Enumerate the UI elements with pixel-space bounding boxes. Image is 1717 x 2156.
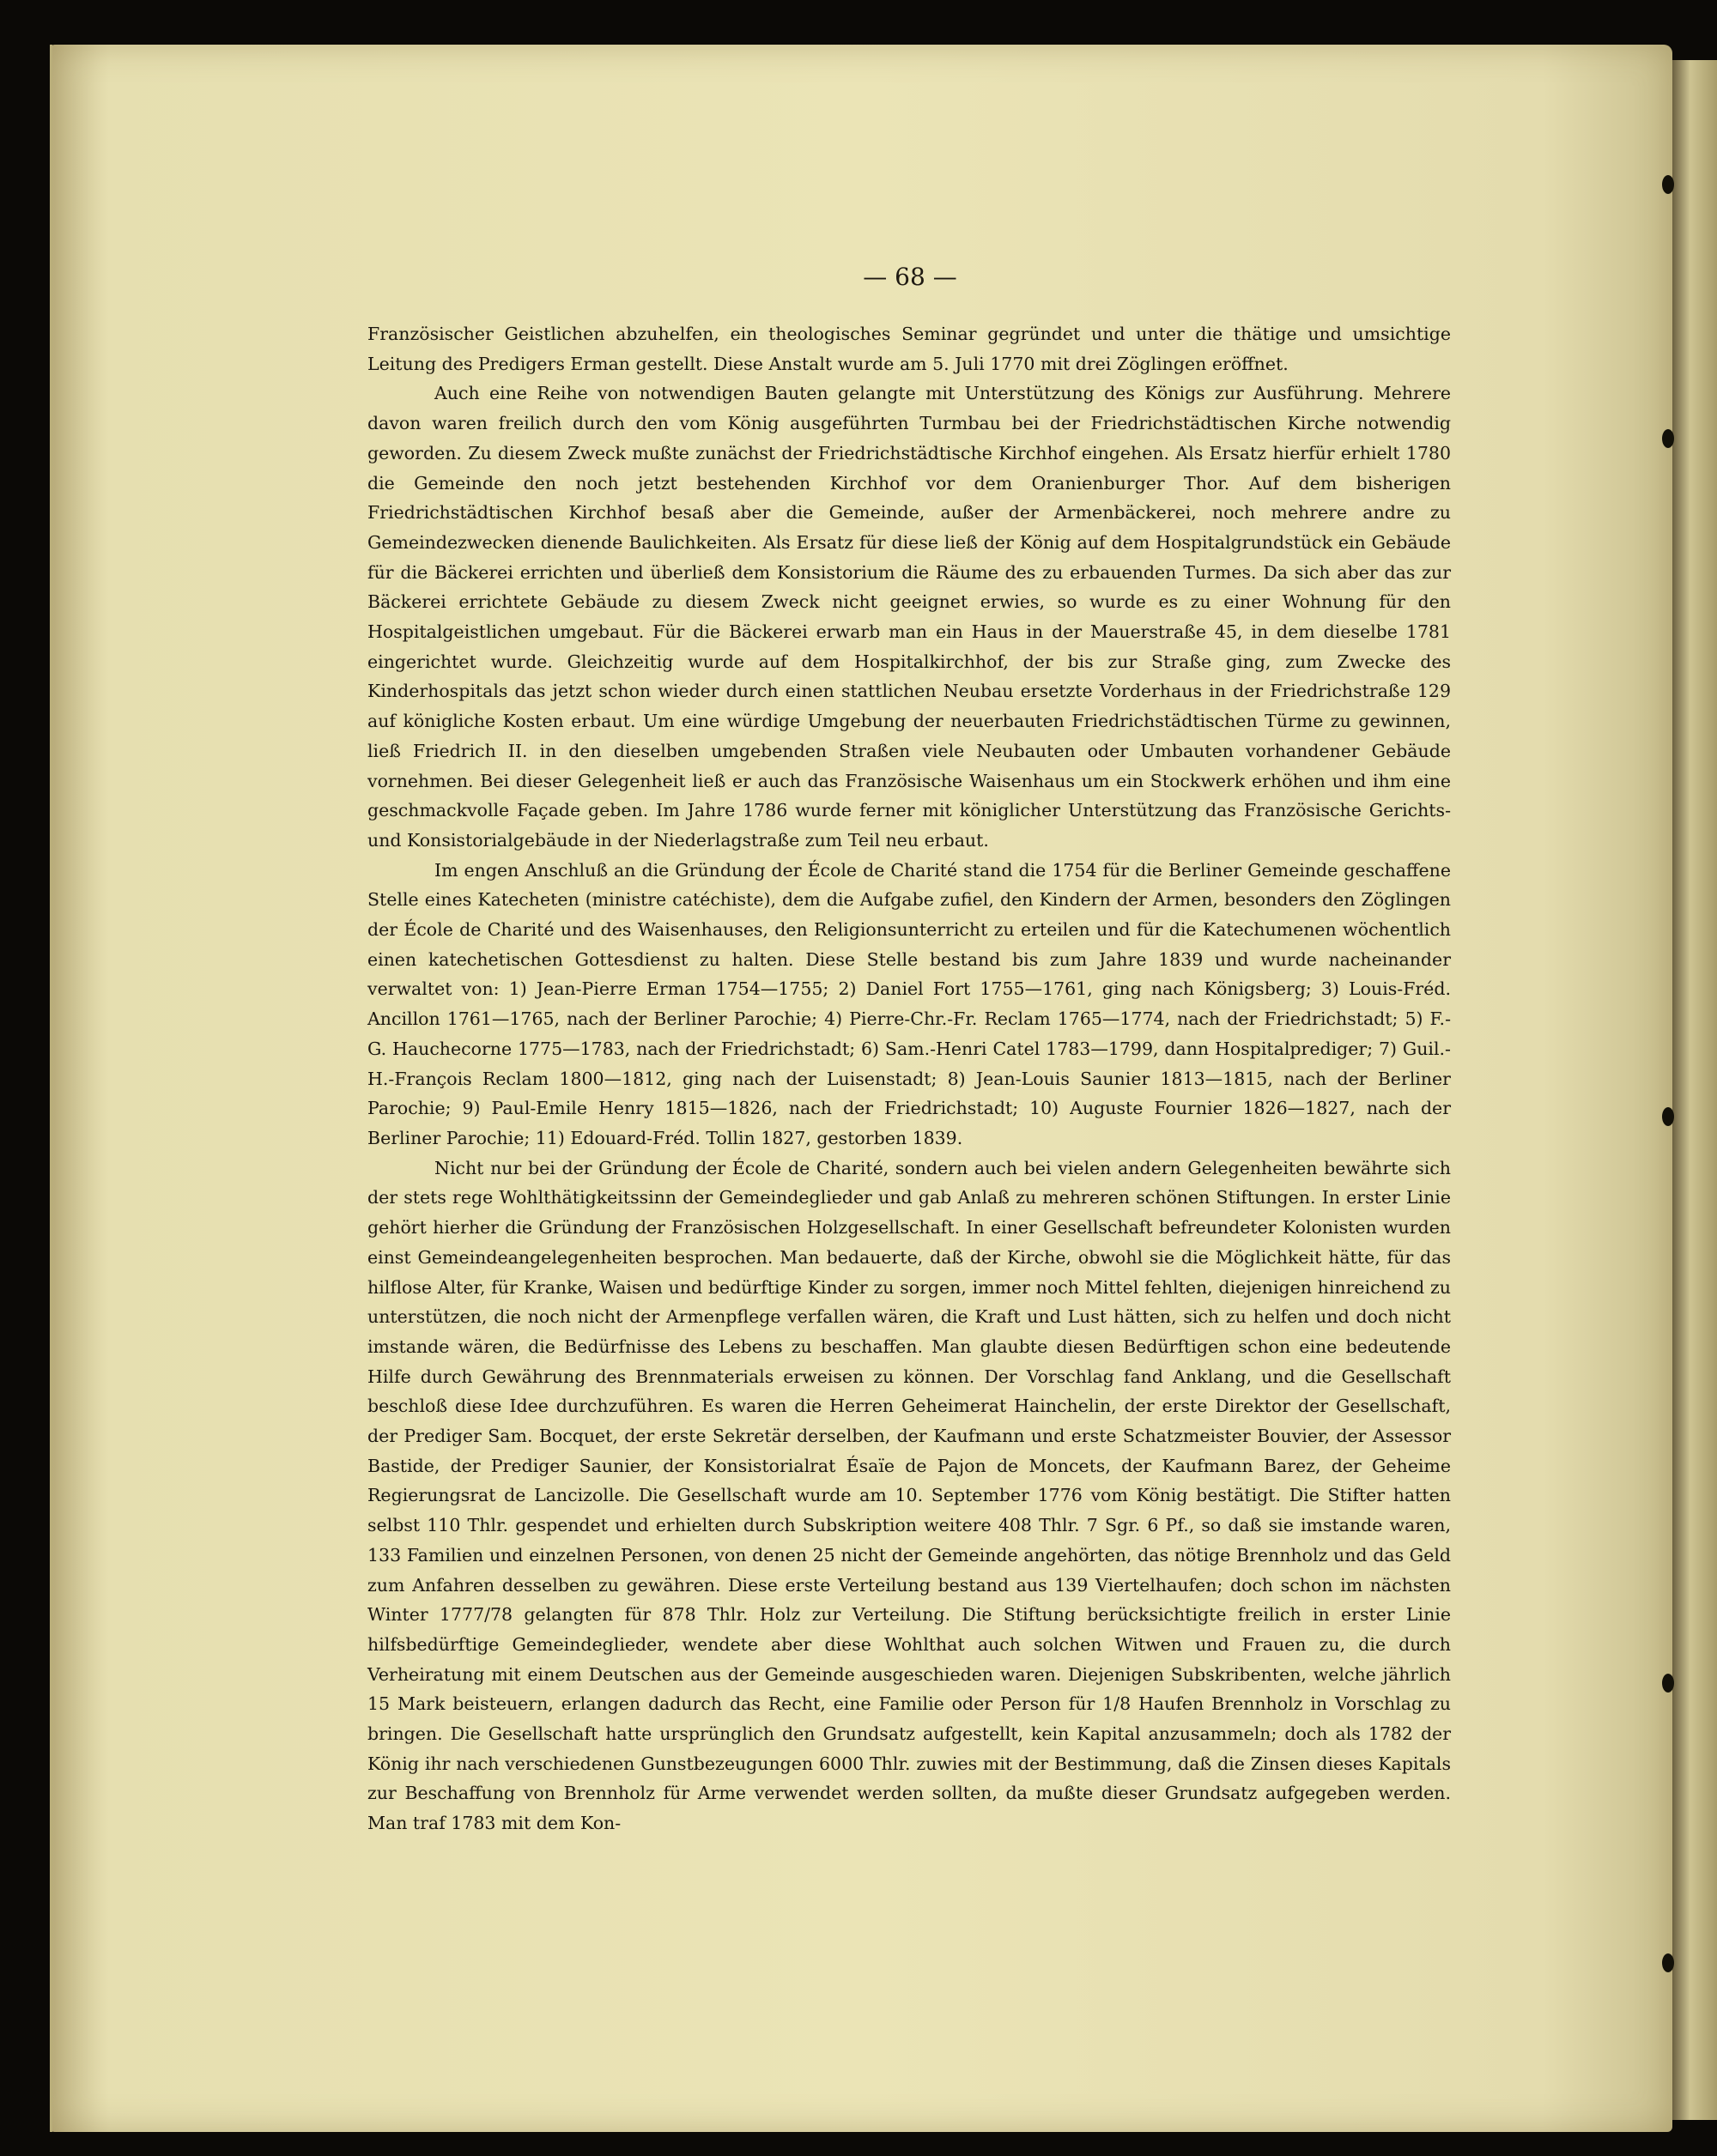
binding-hole [1662, 175, 1674, 194]
adjacent-page-edge [1672, 60, 1717, 2120]
binding-hole [1662, 1107, 1674, 1126]
paragraph: Französischer Geistlichen abzuhelfen, ein theologisches Seminar gegründet und unter die thätige und umsichtige Leitung des Predigers Erman gestellt. Diese Anstalt wurde am 5. Juli 1770 mit drei Zöglingen eröffnet. [367, 324, 1451, 374]
page-number: — 68 — [863, 263, 957, 291]
binding-hole [1662, 1674, 1674, 1693]
paragraph: Nicht nur bei der Gründung der École de Charité, sondern auch bei vielen andern Gelegenheiten bewährte sich der stets rege Wohlthätigkeitssinn der Gemeindeglieder und gab Anlaß zu mehreren schönen Stiftungen. In erster Linie gehört hierher die Gründung der Französischen Holzgesellschaft. In einer Gesellschaft befreundeter Kolonisten wurden einst Gemeindeangelegenheiten besprochen. Man bedauerte, daß der Kirche, obwohl sie die Möglichkeit hätte, für das hilflose Alter, für Kranke, Waisen und bedürftige Kinder zu sorgen, immer noch Mittel fehlten, diejenigen hinreichend zu unterstützen, die noch nicht der Armenpflege verfallen wären, die Kraft und Lust hätten, sich zu helfen und doch nicht imstande wären, die Bedürfnisse des Lebens zu beschaffen. Man glaubte diesen Bedürftigen schon eine bedeutende Hilfe durch Gewährung des Brennmaterials erweisen zu können. Der Vorschlag fand Anklang, und die Gesellschaft beschloß diese Idee durchzuführen. Es waren die Herren Geheimerat Hainchelin, der erste Direktor der Gesellschaft, der Prediger Sam. Bocquet, der erste Sekretär derselben, der Kaufmann und erste Schatzmeister Bouvier, der Assessor Bastide, der Prediger Saunier, der Konsistorialrat Ésaïe de Pajon de Moncets, der Kaufmann Barez, der Geheime Regierungsrat de Lancizolle. Die Gesellschaft wurde am 10. September 1776 vom König bestätigt. Die Stifter hatten selbst 110 Thlr. gespendet und erhielten durch Subskription weitere 408 Thlr. 7 Sgr. 6 Pf., so daß sie imstande waren, 133 Familien und einzelnen Personen, von denen 25 nicht der Gemeinde angehörten, das nötige Brennholz und das Geld zum Anfahren desselben zu gewähren. Diese erste Verteilung bestand aus 139 Viertelhaufen; doch schon im nächsten Winter 1777/78 gelangten für 878 Thlr. Holz zur Verteilung. Die Stiftung berücksichtigte freilich in erster Linie hilfsbedürftige Gemeindeglieder, wendete aber diese Wohlthat auch solchen Witwen und Frauen zu, die durch Verheiratung mit einem Deutschen aus der Gemeinde ausgeschieden waren. Diejenigen Subskribenten, welche jährlich 15 Mark beisteuern, erlangen dadurch das Recht, eine Familie oder Person für 1/8 Haufen Brennholz in Vorschlag zu bringen. Die Gesellschaft hatte ursprünglich den Grundsatz aufgestellt, kein Kapital anzusammeln; doch als 1782 der König ihr nach verschiedenen Gunstbezeugungen 6000 Thlr. zuwies mit der Bestimmung, daß die Zinsen dieses Kapitals zur Beschaffung von Brennholz für Arme verwendet werden sollten, da mußte dieser Grundsatz aufgegeben werden. Man traf 1783 mit dem Kon- [367, 1157, 1451, 1834]
paragraph: Im engen Anschluß an die Gründung der École de Charité stand die 1754 für die Berliner Gemeinde geschaffene Stelle eines Katecheten (ministre catéchiste), dem die Aufgabe zufiel, den Kindern der Armen, besonders den Zöglingen der École de Charité und des Waisenhauses, den Religionsunterricht zu erteilen und für die Katechumenen wöchentlich einen katechetischen Gottesdienst zu halten. Diese Stelle bestand bis zum Jahre 1839 und wurde nacheinander verwaltet von: 1) Jean-Pierre Erman 1754—1755; 2) Daniel Fort 1755—1761, ging nach Königsberg; 3) Louis-Fréd. Ancillon 1761—1765, nach der Berliner Parochie; 4) Pierre-Chr.-Fr. Reclam 1765—1774, nach der Friedrichstadt; 5) F.-G. Hauchecorne 1775—1783, nach der Friedrichstadt; 6) Sam.-Henri Catel 1783—1799, dann Hospitalprediger; 7) Guil.-H.-François Reclam 1800—1812, ging nach der Luisenstadt; 8) Jean-Louis Saunier 1813—1815, nach der Berliner Parochie; 9) Paul-Emile Henry 1815—1826, nach der Friedrichstadt; 10) Auguste Fournier 1826—1827, nach der Berliner Parochie; 11) Edouard-Fréd. Tollin 1827, gestorben 1839. [367, 859, 1451, 1148]
body-text [367, 319, 1451, 1838]
paragraph: Auch eine Reihe von notwendigen Bauten gelangte mit Unterstützung des Königs zur Ausführung. Mehrere davon waren freilich durch den vom König ausgeführten Turmbau bei der Friedrichstädtischen Kirche notwendig geworden. Zu diesem Zweck mußte zunächst der Friedrichstädtische Kirchhof eingehen. Als Ersatz hierfür erhielt 1780 die Gemeinde den noch jetzt bestehenden Kirchhof vor dem Oranienburger Thor. Auf dem bisherigen Friedrichstädtischen Kirchhof besaß aber die Gemeinde, außer der Armenbäckerei, noch mehrere andre zu Gemeindezwecken dienende Baulichkeiten. Als Ersatz für diese ließ der König auf dem Hospitalgrundstück ein Gebäude für die Bäckerei errichten und überließ dem Konsistorium die Räume des zu erbauenden Turmes. Da sich aber das zur Bäckerei errichtete Gebäude zu diesem Zweck nicht geeignet erwies, so wurde es zu einer Wohnung für den Hospitalgeistlichen umgebaut. Für die Bäckerei erwarb man ein Haus in der Mauerstraße 45, in dem dieselbe 1781 eingerichtet wurde. Gleichzeitig wurde auf dem Hospitalkirchhof, der bis zur Straße ging, zum Zwecke des Kinderhospitals das jetzt schon wieder durch einen stattlichen Neubau ersetzte Vorderhaus in der Friedrichstraße 129 auf königliche Kosten erbaut. Um eine würdige Umgebung der neuerbauten Friedrichstädtischen Türme zu gewinnen, ließ Friedrich II. in den dieselben umgebenden Straßen viele Neubauten oder Umbauten vorhandener Gebäude vornehmen. Bei dieser Gelegenheit ließ er auch das Französische Waisenhaus um ein Stockwerk erhöhen und ihm eine geschmackvolle Façade geben. Im Jahre 1786 wurde ferner mit königlicher Unterstützung das Französische Gerichts- und Konsistorialgebäude in der Niederlagstraße zum Teil neu erbaut. [367, 383, 1451, 851]
binding-hole [1662, 1953, 1674, 1972]
binding-hole [1662, 429, 1674, 448]
page-binding-edge [50, 45, 109, 2132]
